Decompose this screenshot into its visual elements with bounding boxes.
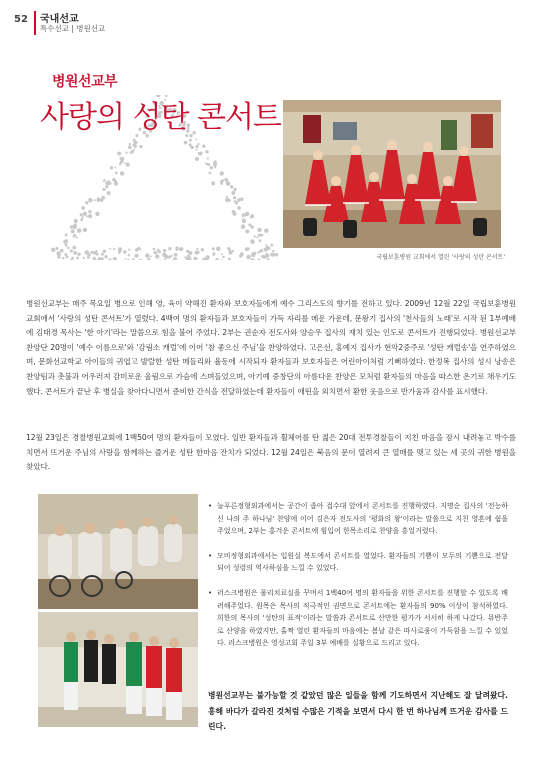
ornament-dot: [241, 224, 246, 229]
ornament-dot: [120, 171, 124, 175]
ornament-dot: [128, 248, 130, 250]
ornament-dot: [264, 247, 268, 251]
ornament-dot: [230, 185, 233, 188]
ornament-dot: [221, 183, 223, 185]
ornament-dot: [225, 198, 229, 202]
ornament-dot: [74, 223, 77, 226]
ornament-dot: [65, 233, 68, 236]
ornament-dot: [154, 251, 158, 255]
ornament-dot: [105, 185, 108, 188]
bullet-list: [208, 500, 508, 662]
ornament-dot: [88, 198, 92, 202]
ornament-dot: [242, 219, 246, 223]
ornament-dot: [119, 157, 121, 159]
list-item: [208, 500, 508, 538]
ornament-dot: [113, 257, 117, 260]
ornament-dot: [233, 196, 236, 199]
subsection-title: 특수선교 | 병원선교: [40, 24, 106, 33]
ornament-dot: [245, 229, 249, 233]
ornament-dot: [67, 247, 70, 250]
ornament-dot: [132, 258, 135, 260]
body-paragraph-1: 병원선교부는 매주 목요일 병으로 인해 영, 육이 약해진 환자와 보호자들에게 예수 그리스도의 향기를 전하고 있다. 2009년 12월 22일 국립보훈병원 교회에서 '사랑의 성탄 콘서트'가 열렸다. 4백여 명의 환자들과 보호자들이 가득 자리를 메운 가운데, 문왕기 집사의 '천사들의 노래'로 시작 된 1부예배에 김태경 목사는 '한 아기'라는 말씀으로 힘을 불어 주었다. 2부는 권순자 전도사와 양승우 집사의 재치 있는 인도로 콘서트가 진행되었다. 병원선교부 찬양단 20명이 '예수 이름으로'와 '감림소 캐럴'에 이어 '참 좋으신 주님'을 찬양하였다. 고은선, 홍예지 집사가 현악2중주로 '성탄 캐럴송'을 연주하였으며, 문화선교학교 아이들의 귀엽고 발랄한 성탄 메들리와 율동에 시작되자 환자들과 보호자들은 어린아이처럼 기뻐하였다. 한정복 집사의 성시 낭송은 찬양팀과 촛불과 어우러져 감미로운 울림으로 가슴에 스며들었으며, 아기예 중창단의 아름다운 찬양은 모처럼 환자들의 마음을 따스한 온기로 채우기도 했다. 콘서트가 끝난 후 병실을 찾아다니면서 준비한 간식을 전달하였는데 환자들이 애띤을 외치면서 환한 웃음으로 반가움과 감사를 표시했다.: [26, 299, 516, 396]
ornament-dot: [168, 255, 171, 258]
ornament-dot: [70, 249, 73, 252]
ornament-dot: [209, 172, 212, 175]
ornament-dot: [72, 246, 76, 250]
ornament-dot: [196, 248, 198, 250]
ornament-dot: [145, 253, 149, 257]
ornament-dot: [117, 152, 121, 156]
header-divider: [34, 11, 36, 35]
ornament-dot: [65, 239, 68, 242]
article-title: 사랑의 성탄 콘서트: [40, 100, 281, 135]
ornament-dot: [113, 248, 115, 250]
ornament-dot: [60, 250, 62, 252]
ornament-dot: [71, 229, 75, 233]
ornament-dot: [80, 213, 83, 216]
ornament-dot: [174, 253, 178, 257]
ornament-dot: [95, 253, 98, 256]
ornament-dot: [188, 251, 192, 255]
ornament-dot: [197, 143, 199, 145]
ornament-dot: [246, 255, 251, 260]
ornament-dot: [126, 163, 130, 167]
ornament-dot: [114, 166, 116, 168]
ornament-dot: [103, 250, 106, 253]
ornament-dot: [242, 213, 245, 216]
ornament-dot: [90, 251, 93, 254]
ornament-dot: [120, 161, 123, 164]
ornament-dot: [162, 253, 166, 257]
ornament-dot: [130, 150, 134, 154]
ornament-dot: [198, 152, 202, 156]
ornament-dot: [214, 166, 216, 168]
ornament-dot: [80, 218, 83, 221]
ornament-dot: [195, 145, 198, 148]
ornament-dot: [210, 166, 213, 169]
ornament-dot: [65, 255, 68, 258]
ornament-dot: [109, 248, 111, 250]
choir-photo: [38, 612, 198, 727]
ornament-dot: [196, 149, 198, 151]
patients-photo: [38, 494, 198, 609]
ornament-dot: [133, 149, 135, 151]
ornament-dot: [197, 251, 200, 254]
ornament-dot: [265, 244, 267, 246]
ornament-dot: [155, 254, 159, 258]
ornament-dot: [139, 145, 142, 148]
ornament-dot: [139, 259, 143, 260]
ornament-dot: [81, 206, 85, 210]
ornament-dot: [107, 191, 111, 195]
ornament-dot: [213, 161, 216, 164]
ornament-dot: [100, 198, 104, 202]
ornament-dot: [258, 233, 261, 236]
ornament-dot: [233, 188, 236, 191]
ornament-dot: [212, 247, 215, 250]
closing-paragraph: 병원선교부는 불가능할 것 같았던 많은 일들을 함께 기도하면서 지난해도 잘 달려왔다. 홍해 바다가 갈라진 것처럼 수많은 기적을 보면서 다시 한 번 하나님께 뜨거운 감사를 드린다.: [208, 691, 508, 731]
ornament-dot: [112, 178, 116, 182]
ornament-dot: [83, 228, 87, 232]
ornament-dot: [103, 179, 106, 182]
bullet-icon: •: [208, 502, 213, 510]
ornament-dot: [140, 248, 142, 250]
ornament-dot: [215, 258, 219, 260]
bullet-text: 늘푸른정형외과에서는 공간이 좁아 접수대 앞에서 콘서트를 진행하였다. 지명순 집사의 '전능하신 나의 주 하나님' 찬양에 이어 김은자 전도사의 '평화의 왕'이라는 말씀으로 지친 영혼에 쉼을 주었으며, 2부는 홍겨운 콘서트에 힘입어 한목소리로 찬양을 흥얼거렸다.: [217, 502, 508, 536]
ornament-dot: [212, 253, 215, 256]
ornament-dot: [104, 255, 108, 259]
ornament-dot: [250, 239, 255, 244]
ornament-dot: [101, 253, 104, 256]
ornament-dot: [102, 188, 105, 191]
photo-caption: 국립보훈병원 교회에서 열린 '사랑의 성탄 콘서트': [376, 254, 505, 261]
ornament-dot: [250, 216, 252, 218]
ornament-dot: [256, 236, 258, 238]
ornament-dot: [101, 257, 104, 260]
ornament-dot: [133, 138, 135, 140]
ornament-dot: [237, 206, 241, 210]
ornament-dot: [65, 244, 68, 247]
ornament-dot: [95, 212, 99, 216]
ornament-dot: [171, 255, 173, 257]
ornament-dot: [195, 157, 199, 161]
bullet-icon: •: [208, 551, 213, 560]
ornament-dot: [125, 152, 127, 154]
ornament-dot: [271, 253, 275, 257]
ornament-dot: [231, 191, 235, 195]
ornament-dot: [135, 254, 139, 258]
ornament-dot: [128, 254, 130, 256]
ornament-dot: [94, 199, 96, 201]
ornament-dot: [97, 197, 101, 201]
ornament-dot: [71, 257, 74, 260]
ornament-dot: [164, 259, 166, 260]
ornament-dot: [88, 214, 92, 218]
ornament-dot: [77, 228, 82, 233]
ornament-dot: [257, 251, 260, 254]
ornament-dot: [264, 228, 269, 233]
ornament-dot: [125, 258, 127, 260]
ornament-dot: [220, 171, 224, 175]
concert-photo: [283, 100, 501, 248]
ornament-dot: [261, 255, 264, 258]
ornament-dot: [127, 259, 130, 260]
ornament-dot: [251, 253, 254, 256]
ornament-dot: [123, 250, 127, 254]
ornament-dot: [253, 235, 255, 237]
ornament-dot: [118, 252, 120, 254]
ornament-dot: [260, 249, 264, 253]
ornament-dot: [258, 259, 261, 260]
ornament-dot: [76, 236, 78, 238]
ornament-dot: [250, 225, 253, 228]
ornament-dot: [228, 258, 231, 260]
list-item: [208, 550, 508, 575]
ornament-dot: [205, 150, 209, 154]
ornament-dot: [250, 258, 254, 260]
ornament-dot: [163, 249, 166, 252]
ornament-dot: [95, 250, 97, 252]
ornament-dot: [114, 181, 118, 185]
ornament-dot: [221, 179, 224, 182]
bullet-text: 러스크병원은 물리치료실을 꾸며서 1백40여 명의 환자들을 위한 콘서트를 진행할 수 있도록 배려해주었다. 원목은 목사의 적극적인 권면으로 콘서트에는 환자들의 90% 이상이 참석하였다. 희한의 목사의 '성탄의 표적'이라는 말씀과 콘서트로 산만한 평가가 서서히 하게 나갔다. 뮤반주로 산양을 하였지만, 홀짝 열린 환자들의 마음에는 봄날 같은 따사로움이 가득함을 느낄 수 있었다. 러스크병원은 영성고회 주일 3부 예배를 실황으로 드리고 있다.: [217, 588, 508, 648]
ornament-dot: [272, 250, 274, 252]
ornament-dot: [85, 201, 88, 204]
ornament-dot: [221, 253, 223, 255]
ornament-dot: [110, 166, 113, 169]
page-number: 52: [14, 14, 28, 25]
ornament-dot: [201, 248, 204, 251]
ornament-dot: [202, 144, 205, 147]
ornament-dot: [184, 141, 188, 145]
ornament-dot: [226, 196, 228, 198]
ornament-dot: [118, 247, 122, 251]
ornament-dot: [158, 250, 161, 253]
ornament-dot: [216, 247, 221, 252]
ornament-dot: [246, 247, 249, 250]
ornament-dot: [227, 247, 230, 250]
ornament-dot: [268, 247, 271, 250]
ornament-dot: [56, 247, 59, 250]
ornament-dot: [175, 246, 178, 249]
ornament-dot: [51, 248, 56, 253]
bullet-icon: •: [208, 588, 213, 597]
ornament-dot: [150, 256, 152, 258]
ornament-dot: [275, 253, 279, 257]
ornament-dot: [211, 181, 215, 185]
ornament-dot: [83, 212, 87, 216]
ornament-dot: [62, 257, 65, 260]
ornament-dot: [207, 157, 209, 159]
ornament-dot: [88, 210, 91, 213]
ornament-dot: [135, 248, 138, 251]
ornament-dot: [108, 182, 111, 185]
ornament-dot: [228, 250, 232, 254]
ornament-dot: [240, 252, 244, 256]
ornament-dot: [124, 162, 126, 164]
ornament-dot: [190, 146, 194, 150]
ornament-dot: [227, 182, 230, 185]
ornament-dot: [184, 256, 186, 258]
ornament-dot: [266, 253, 268, 255]
ornament-dot: [70, 225, 73, 228]
body-paragraph-2: 12월 23일은 경찰병원교회에 1백50여 명의 환자들이 모였다. 일반 환자들과 휠체어를 탄 젊은 20대 전투경찰들이 지친 마음을 잠시 내려놓고 박수를 치면서 뜨거운 주님의 사랑을 함께하는 즐거운 성탄 한마음 잔치가 되었다. 12월 24일은 북음의 문이 열려져 큰 열매를 맺고 있는 세 곳의 귀한 병원을 찾았다.: [26, 433, 516, 472]
ornament-dot: [222, 256, 225, 259]
ornament-dot: [82, 216, 84, 218]
ornament-dot: [73, 234, 76, 237]
ornament-dot: [129, 143, 131, 145]
page-header: [14, 8, 214, 38]
ornament-dot: [133, 144, 136, 147]
ornament-dot: [115, 172, 118, 175]
ornament-dot: [195, 138, 197, 140]
ornament-dot: [259, 239, 262, 242]
ornament-dot: [235, 201, 238, 204]
ornament-dot: [83, 257, 85, 259]
ornament-dot: [193, 257, 197, 260]
article-kicker: 병원선교부: [52, 74, 118, 90]
section-title: 국내선교: [40, 14, 79, 25]
ornament-dot: [86, 215, 88, 217]
ornament-dot: [270, 244, 273, 247]
ornament-dot: [56, 251, 60, 255]
ornament-dot: [206, 163, 209, 166]
ornament-dot: [267, 258, 270, 260]
ornament-dot: [77, 253, 80, 256]
ornament-dot: [180, 247, 184, 251]
list-item: [208, 587, 508, 650]
ornament-dot: [237, 199, 239, 201]
ornament-dot: [240, 197, 244, 201]
ornament-dot: [173, 257, 177, 260]
ornament-dot: [76, 257, 79, 260]
ornament-dot: [153, 248, 156, 251]
ornament-dot: [87, 254, 90, 257]
bullet-text: 모비정형외과에서는 입원실 복도에서 콘서트를 열었다. 환자들의 기쁨이 모두의 기쁨으로 전달되어 성령의 역사하심을 느낄 수 있었다.: [217, 551, 508, 573]
ornament-dot: [168, 247, 171, 250]
ornament-dot: [73, 251, 77, 255]
ornament-dot: [98, 257, 101, 260]
ornament-dot: [74, 219, 78, 223]
ornament-dot: [128, 146, 132, 150]
ornament-dot: [110, 258, 112, 260]
ornament-dot: [189, 139, 192, 142]
ornament-dot: [257, 228, 261, 232]
ornament-dot: [232, 212, 236, 216]
